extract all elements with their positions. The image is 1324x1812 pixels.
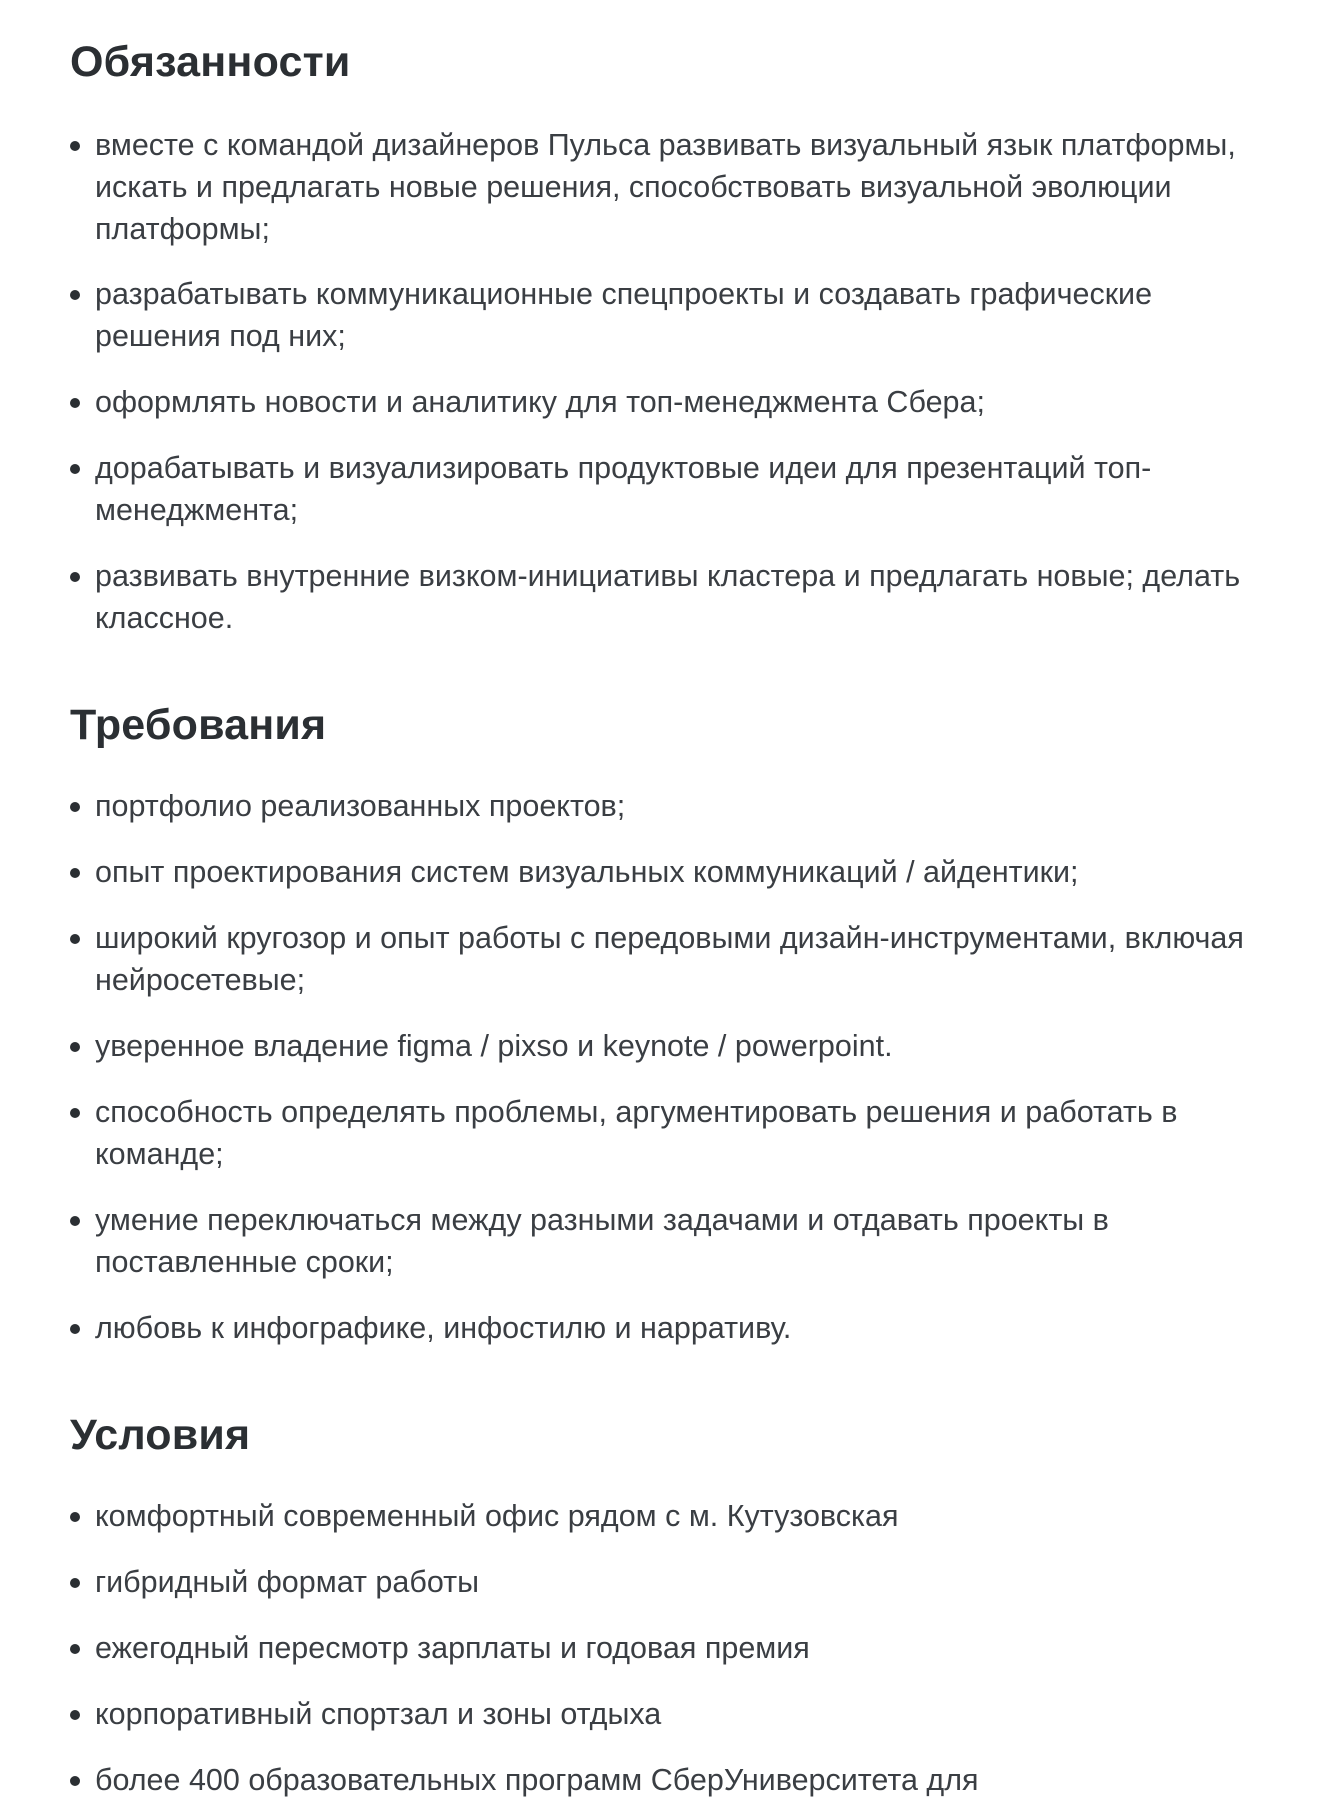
bullet-icon xyxy=(70,1108,80,1118)
list-item xyxy=(70,1693,1260,1735)
list-item xyxy=(70,1759,1260,1801)
bullet-icon xyxy=(70,1042,80,1052)
list-item-text: вместе с командой дизайнеров Пульса развивать визуальный язык платформы, искать и предлагать новые решения, способствовать визуальной эволюции платформы; xyxy=(95,128,1236,246)
list-item-text: широкий кругозор и опыт работы с передовыми дизайн-инструментами, включая нейросетевые; xyxy=(95,921,1244,997)
list-item xyxy=(70,1495,1260,1537)
list-item xyxy=(70,1627,1260,1669)
list-item-text: уверенное владение figma / pixso и keynote / powerpoint. xyxy=(95,1029,893,1063)
list-item-text: ежегодный пересмотр зарплаты и годовая премия xyxy=(95,1631,810,1665)
list-item-text: развивать внутренние визком-инициативы кластера и предлагать новые; делать классное. xyxy=(95,559,1241,635)
list-item-text: разрабатывать коммуникационные спецпроекты и создавать графические решения под них; xyxy=(95,277,1153,353)
bullet-icon xyxy=(70,1776,80,1786)
list-item xyxy=(70,1307,1260,1349)
list-item xyxy=(70,785,1260,827)
list-item-text: более 400 образовательных программ СберУниверситета для xyxy=(95,1763,979,1797)
bullet-icon xyxy=(70,572,80,582)
section-title: Условия xyxy=(70,1411,251,1459)
list-item xyxy=(70,1561,1260,1603)
bullet-icon xyxy=(70,1644,80,1654)
list-item xyxy=(70,447,1260,531)
bullet-icon xyxy=(70,1324,80,1334)
list-item xyxy=(70,1025,1260,1067)
list-item-text: комфортный современный офис рядом с м. Кутузовская xyxy=(95,1499,899,1533)
bullet-icon xyxy=(70,398,80,408)
list-item-text: опыт проектирования систем визуальных коммуникаций / айдентики; xyxy=(95,855,1079,889)
section-title: Требования xyxy=(70,701,327,749)
list-item-text: дорабатывать и визуализировать продуктовые идеи для презентаций топ-менеджмента; xyxy=(95,451,1152,527)
bullet-icon xyxy=(70,141,80,151)
bullet-icon xyxy=(70,868,80,878)
bullet-icon xyxy=(70,1216,80,1226)
section-title: Обязанности xyxy=(70,38,351,86)
list-item xyxy=(70,273,1260,357)
list-item xyxy=(70,1199,1260,1283)
list-item xyxy=(70,1091,1260,1175)
list-item-text: корпоративный спортзал и зоны отдыха xyxy=(95,1697,662,1731)
list-item-text: портфолио реализованных проектов; xyxy=(95,789,626,823)
bullet-icon xyxy=(70,802,80,812)
list-item xyxy=(70,555,1260,639)
list-item-text: способность определять проблемы, аргументировать решения и работать в команде; xyxy=(95,1095,1178,1171)
bullet-icon xyxy=(70,1710,80,1720)
list-item xyxy=(70,124,1260,250)
bullet-icon xyxy=(70,464,80,474)
bullet-icon xyxy=(70,290,80,300)
list-item xyxy=(70,917,1260,1001)
list-item xyxy=(70,381,1260,423)
bullet-icon xyxy=(70,934,80,944)
list-item-text: умение переключаться между разными задачами и отдавать проекты в поставленные сроки; xyxy=(95,1203,1109,1279)
list-item-text: оформлять новости и аналитику для топ-менеджмента Сбера; xyxy=(95,385,985,419)
bullet-icon xyxy=(70,1578,80,1588)
bullet-icon xyxy=(70,1512,80,1522)
list-item-text: любовь к инфографике, инфостилю и нарративу. xyxy=(95,1311,792,1345)
list-item xyxy=(70,851,1260,893)
list-item-text: гибридный формат работы xyxy=(95,1565,480,1599)
